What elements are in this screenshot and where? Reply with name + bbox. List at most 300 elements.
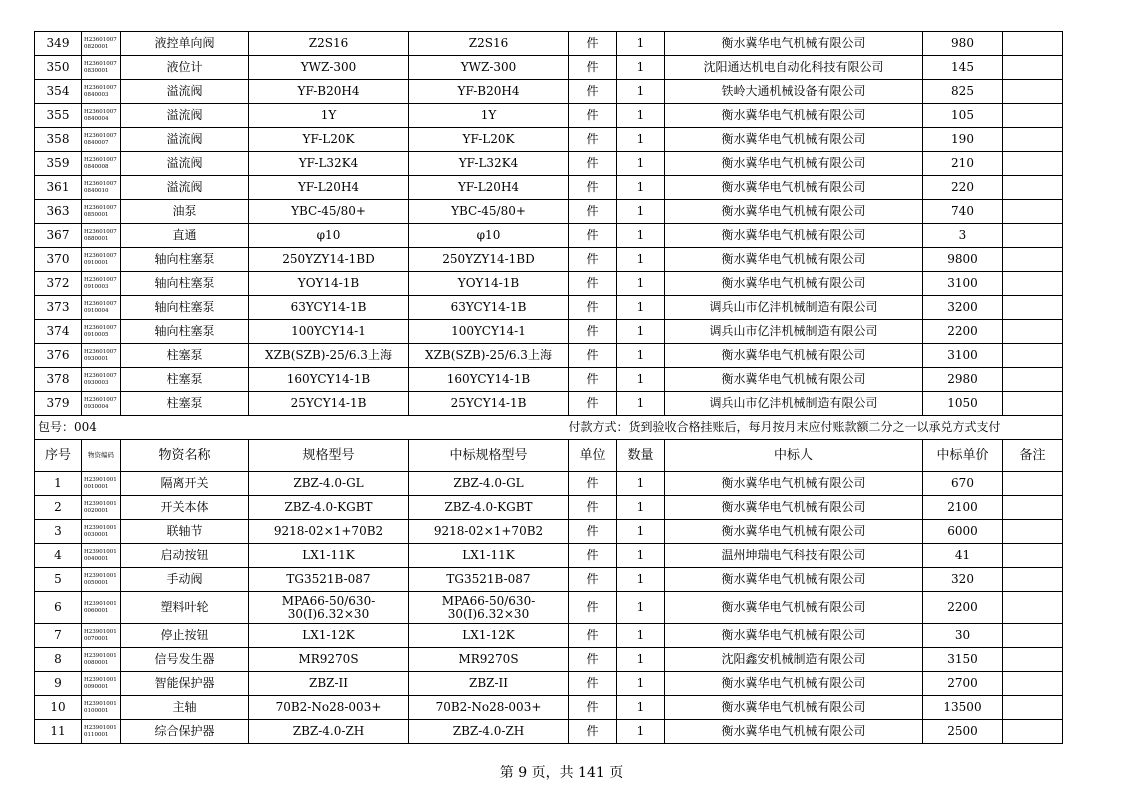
cell-spec: XZB(SZB)-25/6.3上海: [249, 344, 409, 368]
cell-name: 液位计: [121, 56, 249, 80]
cell-unit: 件: [569, 128, 617, 152]
cell-winner: 铁岭大通机械设备有限公司: [665, 80, 923, 104]
cell-note: [1003, 320, 1063, 344]
cell-code: H23601007 0880001: [82, 224, 121, 248]
table-row: [35, 472, 1063, 496]
cell-price: 9800: [923, 248, 1003, 272]
cell-name: 塑料叶轮: [121, 592, 249, 624]
cell-unit: 件: [569, 368, 617, 392]
cell-qty: 1: [617, 104, 665, 128]
cell-code: H23601007 0930004: [82, 392, 121, 416]
cell-code: H23601007 0840007: [82, 128, 121, 152]
table-row: [35, 392, 1063, 416]
cell-no: 378: [35, 368, 82, 392]
cell-price: 145: [923, 56, 1003, 80]
cell-no: 367: [35, 224, 82, 248]
cell-qty: 1: [617, 368, 665, 392]
cell-price: 1050: [923, 392, 1003, 416]
cell-name: 柱塞泵: [121, 368, 249, 392]
cell-qty: 1: [617, 200, 665, 224]
cell-note: [1003, 496, 1063, 520]
cell-unit: 件: [569, 320, 617, 344]
cell-name: 溢流阀: [121, 128, 249, 152]
cell-bid-spec: 25YCY14-1B: [409, 392, 569, 416]
cell-qty: 1: [617, 296, 665, 320]
table-row: [35, 104, 1063, 128]
cell-name: 溢流阀: [121, 152, 249, 176]
cell-name: 轴向柱塞泵: [121, 296, 249, 320]
cell-no: 376: [35, 344, 82, 368]
cell-name: 联轴节: [121, 520, 249, 544]
cell-no: 11: [35, 720, 82, 744]
table-row: [35, 272, 1063, 296]
cell-spec: YBC-45/80+: [249, 200, 409, 224]
cell-unit: 件: [569, 624, 617, 648]
cell-spec: ZBZ-4.0-GL: [249, 472, 409, 496]
cell-bid-spec: LX1-12K: [409, 624, 569, 648]
cell-spec: MR9270S: [249, 648, 409, 672]
cell-name: 主轴: [121, 696, 249, 720]
header-qty: 数量: [617, 440, 665, 472]
cell-bid-spec: ZBZ-II: [409, 672, 569, 696]
cell-bid-spec: ZBZ-4.0-GL: [409, 472, 569, 496]
cell-no: 1: [35, 472, 82, 496]
table-row: [35, 624, 1063, 648]
cell-code: H23601007 0830001: [82, 56, 121, 80]
table-row: [35, 32, 1063, 56]
cell-winner: 衡水冀华电气机械有限公司: [665, 496, 923, 520]
cell-spec: YOY14-1B: [249, 272, 409, 296]
cell-code: H23901001 0090001: [82, 672, 121, 696]
header-note: 备注: [1003, 440, 1063, 472]
cell-note: [1003, 248, 1063, 272]
table-row: [35, 176, 1063, 200]
cell-spec: YF-L32K4: [249, 152, 409, 176]
cell-unit: 件: [569, 176, 617, 200]
cell-note: [1003, 224, 1063, 248]
table-row: [35, 648, 1063, 672]
cell-unit: 件: [569, 152, 617, 176]
cell-bid-spec: YOY14-1B: [409, 272, 569, 296]
cell-note: [1003, 296, 1063, 320]
cell-winner: 衡水冀华电气机械有限公司: [665, 472, 923, 496]
cell-winner: 沈阳通达机电自动化科技有限公司: [665, 56, 923, 80]
cell-code: H23901001 0030001: [82, 520, 121, 544]
cell-code: H23601007 0930003: [82, 368, 121, 392]
cell-spec: YWZ-300: [249, 56, 409, 80]
cell-price: 670: [923, 472, 1003, 496]
table-row: [35, 344, 1063, 368]
cell-winner: 衡水冀华电气机械有限公司: [665, 248, 923, 272]
cell-price: 320: [923, 568, 1003, 592]
cell-spec: Z2S16: [249, 32, 409, 56]
cell-note: [1003, 568, 1063, 592]
cell-winner: 衡水冀华电气机械有限公司: [665, 624, 923, 648]
cell-name: 柱塞泵: [121, 344, 249, 368]
cell-bid-spec: ZBZ-4.0-ZH: [409, 720, 569, 744]
cell-name: 停止按钮: [121, 624, 249, 648]
cell-spec: 9218-02×1+70B2: [249, 520, 409, 544]
cell-note: [1003, 592, 1063, 624]
cell-qty: 1: [617, 392, 665, 416]
cell-no: 355: [35, 104, 82, 128]
cell-unit: 件: [569, 56, 617, 80]
cell-note: [1003, 128, 1063, 152]
cell-spec: YF-L20H4: [249, 176, 409, 200]
cell-note: [1003, 392, 1063, 416]
cell-unit: 件: [569, 104, 617, 128]
cell-code: H23601007 0820001: [82, 32, 121, 56]
cell-code: H23901001 0100001: [82, 696, 121, 720]
cell-unit: 件: [569, 496, 617, 520]
cell-qty: 1: [617, 592, 665, 624]
cell-winner: 温州坤瑞电气科技有限公司: [665, 544, 923, 568]
cell-qty: 1: [617, 224, 665, 248]
cell-note: [1003, 696, 1063, 720]
cell-unit: 件: [569, 344, 617, 368]
cell-note: [1003, 368, 1063, 392]
cell-no: 372: [35, 272, 82, 296]
cell-price: 825: [923, 80, 1003, 104]
cell-qty: 1: [617, 720, 665, 744]
cell-bid-spec: 250YZY14-1BD: [409, 248, 569, 272]
cell-no: 349: [35, 32, 82, 56]
cell-name: 溢流阀: [121, 176, 249, 200]
cell-bid-spec: 70B2-No28-003+: [409, 696, 569, 720]
cell-bid-spec: YF-L20H4: [409, 176, 569, 200]
cell-name: 手动阀: [121, 568, 249, 592]
cell-note: [1003, 672, 1063, 696]
cell-winner: 调兵山市亿沣机械制造有限公司: [665, 320, 923, 344]
header-code: 物资编码: [82, 440, 121, 472]
cell-winner: 衡水冀华电气机械有限公司: [665, 368, 923, 392]
cell-qty: 1: [617, 648, 665, 672]
cell-winner: 衡水冀华电气机械有限公司: [665, 272, 923, 296]
table-row: [35, 320, 1063, 344]
cell-price: 6000: [923, 520, 1003, 544]
cell-name: 溢流阀: [121, 104, 249, 128]
cell-name: 综合保护器: [121, 720, 249, 744]
table-row: [35, 496, 1063, 520]
cell-qty: 1: [617, 472, 665, 496]
cell-bid-spec: MR9270S: [409, 648, 569, 672]
cell-no: 358: [35, 128, 82, 152]
cell-bid-spec: YBC-45/80+: [409, 200, 569, 224]
header-spec: 规格型号: [249, 440, 409, 472]
cell-winner: 调兵山市亿沣机械制造有限公司: [665, 296, 923, 320]
cell-name: 轴向柱塞泵: [121, 320, 249, 344]
cell-bid-spec: YF-L20K: [409, 128, 569, 152]
cell-winner: 衡水冀华电气机械有限公司: [665, 200, 923, 224]
cell-no: 363: [35, 200, 82, 224]
cell-qty: 1: [617, 496, 665, 520]
cell-unit: 件: [569, 672, 617, 696]
page-number: 第 9 页，共 141 页: [499, 765, 624, 781]
cell-no: 379: [35, 392, 82, 416]
cell-bid-spec: LX1-11K: [409, 544, 569, 568]
cell-price: 30: [923, 624, 1003, 648]
cell-price: 41: [923, 544, 1003, 568]
cell-qty: 1: [617, 248, 665, 272]
cell-bid-spec: YF-L32K4: [409, 152, 569, 176]
cell-code: H23901001 0110001: [82, 720, 121, 744]
package-label: 包号：004: [35, 416, 249, 440]
cell-no: 374: [35, 320, 82, 344]
cell-qty: 1: [617, 624, 665, 648]
cell-spec: φ10: [249, 224, 409, 248]
cell-note: [1003, 56, 1063, 80]
cell-note: [1003, 472, 1063, 496]
cell-spec: MPA66-50/630-30(I)6.32×30: [249, 592, 409, 624]
cell-note: [1003, 104, 1063, 128]
cell-qty: 1: [617, 176, 665, 200]
cell-unit: 件: [569, 32, 617, 56]
cell-price: 3: [923, 224, 1003, 248]
cell-name: 油泵: [121, 200, 249, 224]
table-row: [35, 248, 1063, 272]
cell-qty: 1: [617, 272, 665, 296]
cell-winner: 衡水冀华电气机械有限公司: [665, 176, 923, 200]
table-row: [35, 592, 1063, 624]
cell-name: 隔离开关: [121, 472, 249, 496]
cell-note: [1003, 520, 1063, 544]
cell-winner: 调兵山市亿沣机械制造有限公司: [665, 392, 923, 416]
cell-price: 980: [923, 32, 1003, 56]
cell-bid-spec: 9218-02×1+70B2: [409, 520, 569, 544]
cell-winner: 衡水冀华电气机械有限公司: [665, 568, 923, 592]
cell-spec: ZBZ-4.0-KGBT: [249, 496, 409, 520]
cell-spec: LX1-12K: [249, 624, 409, 648]
cell-bid-spec: ZBZ-4.0-KGBT: [409, 496, 569, 520]
cell-unit: 件: [569, 200, 617, 224]
package-spacer: [249, 416, 569, 440]
cell-code: H23901001 0020001: [82, 496, 121, 520]
table-row: [35, 672, 1063, 696]
cell-price: 105: [923, 104, 1003, 128]
cell-qty: 1: [617, 672, 665, 696]
cell-note: [1003, 152, 1063, 176]
cell-no: 359: [35, 152, 82, 176]
cell-price: 3200: [923, 296, 1003, 320]
cell-winner: 衡水冀华电气机械有限公司: [665, 592, 923, 624]
table-row: [35, 152, 1063, 176]
cell-qty: 1: [617, 32, 665, 56]
cell-winner: 衡水冀华电气机械有限公司: [665, 224, 923, 248]
cell-bid-spec: φ10: [409, 224, 569, 248]
cell-name: 信号发生器: [121, 648, 249, 672]
cell-spec: YF-L20K: [249, 128, 409, 152]
table-row: [35, 80, 1063, 104]
header-no: 序号: [35, 440, 82, 472]
cell-code: H23601007 0850001: [82, 200, 121, 224]
cell-winner: 衡水冀华电气机械有限公司: [665, 32, 923, 56]
cell-name: 液控单向阀: [121, 32, 249, 56]
cell-note: [1003, 272, 1063, 296]
cell-price: 3150: [923, 648, 1003, 672]
cell-unit: 件: [569, 648, 617, 672]
cell-price: 2200: [923, 320, 1003, 344]
cell-code: H23901001 0010001: [82, 472, 121, 496]
cell-note: [1003, 200, 1063, 224]
cell-winner: 沈阳鑫安机械制造有限公司: [665, 648, 923, 672]
cell-note: [1003, 720, 1063, 744]
header-unit: 单位: [569, 440, 617, 472]
cell-no: 6: [35, 592, 82, 624]
cell-unit: 件: [569, 80, 617, 104]
cell-code: H23901001 0060001: [82, 592, 121, 624]
cell-price: 2500: [923, 720, 1003, 744]
cell-unit: 件: [569, 272, 617, 296]
cell-no: 5: [35, 568, 82, 592]
cell-spec: YF-B20H4: [249, 80, 409, 104]
cell-qty: 1: [617, 568, 665, 592]
cell-bid-spec: XZB(SZB)-25/6.3上海: [409, 344, 569, 368]
table-body-package-004: [35, 472, 1063, 744]
cell-unit: 件: [569, 224, 617, 248]
cell-code: H23601007 0840008: [82, 152, 121, 176]
cell-name: 轴向柱塞泵: [121, 248, 249, 272]
cell-price: 190: [923, 128, 1003, 152]
cell-no: 350: [35, 56, 82, 80]
table-row: [35, 200, 1063, 224]
cell-bid-spec: TG3521B-087: [409, 568, 569, 592]
cell-code: H23901001 0050001: [82, 568, 121, 592]
table-row: [35, 568, 1063, 592]
table-row: [35, 520, 1063, 544]
cell-price: 2200: [923, 592, 1003, 624]
table-row: [35, 224, 1063, 248]
cell-price: 210: [923, 152, 1003, 176]
cell-code: H23601007 0910004: [82, 296, 121, 320]
cell-bid-spec: 1Y: [409, 104, 569, 128]
cell-unit: 件: [569, 568, 617, 592]
cell-spec: 70B2-No28-003+: [249, 696, 409, 720]
header-price: 中标单价: [923, 440, 1003, 472]
cell-no: 8: [35, 648, 82, 672]
table-row: [35, 544, 1063, 568]
cell-unit: 件: [569, 696, 617, 720]
cell-code: H23901001 0080001: [82, 648, 121, 672]
cell-code: H23901001 0070001: [82, 624, 121, 648]
cell-code: H23601007 0910003: [82, 272, 121, 296]
table-row: [35, 368, 1063, 392]
cell-no: 354: [35, 80, 82, 104]
table-row: [35, 720, 1063, 744]
cell-price: 740: [923, 200, 1003, 224]
cell-no: 10: [35, 696, 82, 720]
cell-qty: 1: [617, 544, 665, 568]
header-row: [35, 440, 1063, 472]
cell-spec: LX1-11K: [249, 544, 409, 568]
cell-spec: TG3521B-087: [249, 568, 409, 592]
cell-unit: 件: [569, 720, 617, 744]
cell-qty: 1: [617, 520, 665, 544]
cell-winner: 衡水冀华电气机械有限公司: [665, 104, 923, 128]
cell-note: [1003, 80, 1063, 104]
cell-bid-spec: Z2S16: [409, 32, 569, 56]
header-bid-spec: 中标规格型号: [409, 440, 569, 472]
cell-no: 9: [35, 672, 82, 696]
cell-spec: 1Y: [249, 104, 409, 128]
cell-price: 3100: [923, 344, 1003, 368]
cell-qty: 1: [617, 152, 665, 176]
cell-spec: ZBZ-II: [249, 672, 409, 696]
cell-code: H23601007 0840010: [82, 176, 121, 200]
cell-spec: ZBZ-4.0-ZH: [249, 720, 409, 744]
award-table: [34, 31, 1063, 744]
cell-bid-spec: 100YCY14-1: [409, 320, 569, 344]
cell-unit: 件: [569, 520, 617, 544]
cell-no: 3: [35, 520, 82, 544]
cell-qty: 1: [617, 80, 665, 104]
cell-qty: 1: [617, 128, 665, 152]
package-info-row-group: [35, 416, 1063, 472]
cell-note: [1003, 544, 1063, 568]
cell-qty: 1: [617, 56, 665, 80]
cell-qty: 1: [617, 344, 665, 368]
cell-winner: 衡水冀华电气机械有限公司: [665, 128, 923, 152]
cell-winner: 衡水冀华电气机械有限公司: [665, 344, 923, 368]
cell-note: [1003, 624, 1063, 648]
table-row: [35, 128, 1063, 152]
cell-bid-spec: YWZ-300: [409, 56, 569, 80]
cell-winner: 衡水冀华电气机械有限公司: [665, 696, 923, 720]
table-row: [35, 56, 1063, 80]
cell-winner: 衡水冀华电气机械有限公司: [665, 520, 923, 544]
cell-bid-spec: YF-B20H4: [409, 80, 569, 104]
cell-note: [1003, 176, 1063, 200]
cell-price: 2100: [923, 496, 1003, 520]
cell-bid-spec: 160YCY14-1B: [409, 368, 569, 392]
cell-name: 直通: [121, 224, 249, 248]
cell-spec: 25YCY14-1B: [249, 392, 409, 416]
table-row: [35, 296, 1063, 320]
cell-qty: 1: [617, 320, 665, 344]
cell-winner: 衡水冀华电气机械有限公司: [665, 152, 923, 176]
cell-price: 2980: [923, 368, 1003, 392]
cell-no: 7: [35, 624, 82, 648]
cell-note: [1003, 648, 1063, 672]
cell-name: 溢流阀: [121, 80, 249, 104]
cell-unit: 件: [569, 544, 617, 568]
cell-name: 轴向柱塞泵: [121, 272, 249, 296]
cell-name: 开关本体: [121, 496, 249, 520]
cell-code: H23601007 0930001: [82, 344, 121, 368]
cell-price: 3100: [923, 272, 1003, 296]
cell-code: H23901001 0040001: [82, 544, 121, 568]
cell-price: 220: [923, 176, 1003, 200]
cell-note: [1003, 32, 1063, 56]
cell-price: 2700: [923, 672, 1003, 696]
cell-bid-spec: MPA66-50/630-30(I)6.32×30: [409, 592, 569, 624]
cell-unit: 件: [569, 248, 617, 272]
cell-spec: 160YCY14-1B: [249, 368, 409, 392]
cell-spec: 250YZY14-1BD: [249, 248, 409, 272]
payment-terms: 付款方式：货到验收合格挂账后，每月按月末应付账款额二分之一以承兑方式支付: [569, 416, 1063, 440]
header-name: 物资名称: [121, 440, 249, 472]
cell-price: 13500: [923, 696, 1003, 720]
cell-name: 智能保护器: [121, 672, 249, 696]
table-body-package-003: [35, 32, 1063, 416]
cell-name: 启动按钮: [121, 544, 249, 568]
cell-name: 柱塞泵: [121, 392, 249, 416]
cell-code: H23601007 0910001: [82, 248, 121, 272]
header-winner: 中标人: [665, 440, 923, 472]
cell-no: 2: [35, 496, 82, 520]
cell-code: H23601007 0840003: [82, 80, 121, 104]
cell-qty: 1: [617, 696, 665, 720]
cell-unit: 件: [569, 472, 617, 496]
